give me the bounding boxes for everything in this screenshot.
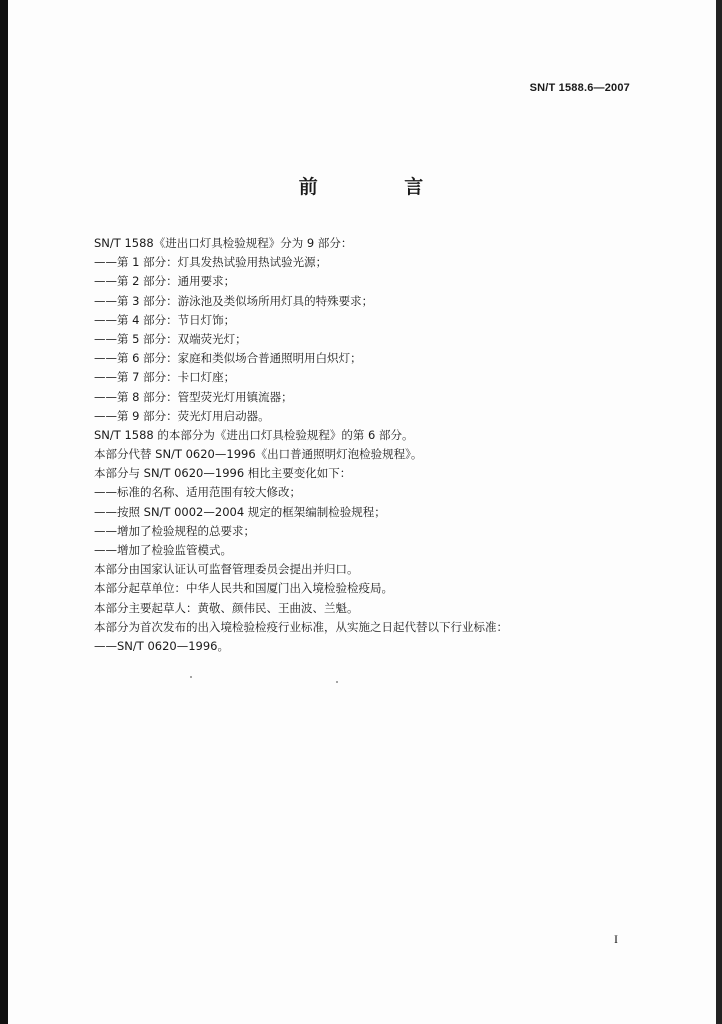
text-line: ——第 4 部分：节日灯饰； bbox=[94, 312, 236, 327]
text-line: ——第 5 部分：双端荧光灯； bbox=[94, 331, 247, 346]
scan-edge-left bbox=[0, 0, 8, 1024]
scan-speck bbox=[190, 676, 192, 678]
text-line: ——第 1 部分：灯具发热试验用热试验光源； bbox=[94, 255, 328, 270]
page-title: 前 言 bbox=[298, 176, 464, 198]
text-line: ——增加了检验监管模式。 bbox=[94, 543, 232, 557]
text-line: ——第 3 部分：游泳池及类似场所用灯具的特殊要求； bbox=[94, 293, 374, 308]
text-line: 本部分代替 SN/T 0620—1996《出口普通照明灯泡检验规程》。 bbox=[94, 447, 423, 462]
text-line: ——标准的名称、适用范围有较大修改； bbox=[94, 485, 301, 500]
page-number: I bbox=[614, 932, 618, 946]
text-line: 本部分主要起草人：黄敬、颜伟民、王曲波、兰魁。 bbox=[94, 600, 359, 615]
text-line: 本部分与 SN/T 0620—1996 相比主要变化如下： bbox=[94, 466, 352, 481]
text-line: ——第 9 部分：荧光灯用启动器。 bbox=[94, 408, 270, 423]
text-line: ——第 8 部分：管型荧光灯用镇流器； bbox=[94, 389, 293, 404]
foreword-body bbox=[94, 234, 634, 656]
text-line: ——按照 SN/T 0002—2004 规定的框架编制检验规程； bbox=[94, 504, 386, 519]
text-line: ——第 6 部分：家庭和类似场合普通照明用白炽灯； bbox=[94, 351, 362, 366]
text-line: SN/T 1588 的本部分为《进出口灯具检验规程》的第 6 部分。 bbox=[94, 427, 414, 442]
text-line: ——第 2 部分：通用要求； bbox=[94, 274, 236, 289]
text-line: ——SN/T 0620—1996。 bbox=[94, 638, 229, 653]
standard-code: SN/T 1588.6—2007 bbox=[529, 82, 630, 94]
text-line: SN/T 1588《进出口灯具检验规程》分为 9 部分： bbox=[94, 236, 353, 250]
text-line: 本部分为首次发布的出入境检验检疫行业标准，从实施之日起代替以下行业标准： bbox=[94, 619, 508, 634]
text-line: 本部分起草单位：中华人民共和国厦门出入境检验检疫局。 bbox=[94, 581, 393, 596]
scan-edge-right bbox=[716, 0, 722, 1024]
scan-speck bbox=[336, 681, 338, 683]
text-line: ——第 7 部分：卡口灯座； bbox=[94, 370, 236, 385]
text-line: ——增加了检验规程的总要求； bbox=[94, 523, 255, 538]
text-line: 本部分由国家认证认可监督管理委员会提出并归口。 bbox=[94, 562, 359, 577]
